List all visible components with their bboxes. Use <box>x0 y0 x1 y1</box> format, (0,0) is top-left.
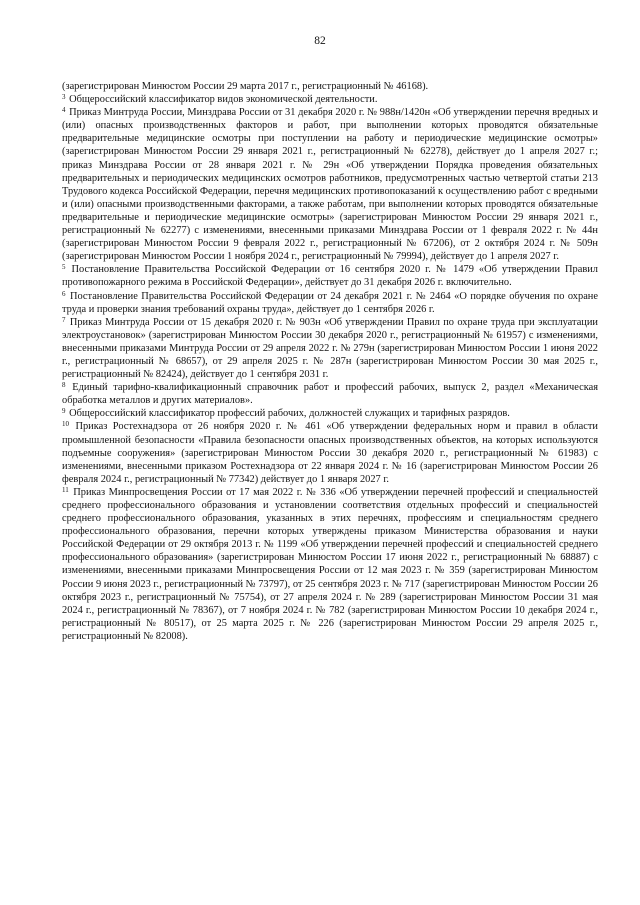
footnote-11 <box>62 486 598 643</box>
footnote-continuation <box>62 80 598 93</box>
footnote-marker: 8 <box>62 381 66 390</box>
footnote-text: Постановление Правительства Российской Федерации от 16 сентября 2020 г. № 1479 «Об утверждении Правил противопожарного режима в Российской Федерации», действует до 31 декабря 2026 г. включительно. <box>62 264 598 289</box>
footnote-4 <box>62 106 598 263</box>
footnote-9 <box>62 407 598 420</box>
footnote-marker: 4 <box>62 106 66 115</box>
footnote-text: Приказ Минтруда России, Минздрава России от 31 декабря 2020 г. № 988н/1420н «Об утверждении перечня вредных и (или) опасных производственных факторов и работ, при выполнении которых проводятся обязательные предварительные медицинские осмотры при поступлении на работу и периодические медицинские осмотры» (зарегистрирован Минюстом России 29 января 2021 г., регистрационный № 62278), действует до 1 апреля 2027 г.; приказ Минздрава России от 28 января 2021 г. № 29н «Об утверждении Порядка проведения обязательных предварительных и периодических медицинских осмотров работников, предусмотренных частью четвертой статьи 213 Трудового кодекса Российской Федерации, перечня медицинских противопоказаний к осуществлению работ с вредными и (или) опасными производственными факторами, а также работам, при выполнении которых проводятся обязательные предварительные и периодические медицинские осмотры» (зарегистрирован Минюстом России 29 января 2021 г., регистрационный № 62277) с изменениями, внесенными приказами Минздрава России от 1 февраля 2022 г. № 44н (зарегистрирован Минюстом России 9 февраля 2022 г., регистрационный № 67206), от 2 октября 2024 г. № 509н (зарегистрирован Минюстом России 1 ноября 2024 г., регистрационный № 79994), действует до 1 апреля 2027 г. <box>62 107 598 263</box>
footnote-marker: 11 <box>62 485 69 494</box>
footnote-6 <box>62 290 598 316</box>
footnote-text: (зарегистрирован Минюстом России 29 марта 2017 г., регистрационный № 46168). <box>62 81 429 92</box>
footnote-marker: 9 <box>62 407 66 416</box>
footnote-text: Приказ Минпросвещения России от 17 мая 2022 г. № 336 «Об утверждении перечней профессий и специальностей среднего профессионального образования и установлении соответствия отдельных профессий и специальностей среднего профессионального образования, указанных в этих перечнях, профессиям и специальностям среднего профессионального образования, перечни которых утверждены приказом Министерства образования и науки Российской Федерации от 29 октября 2013 г. № 1199 «Об утверждении перечней профессий и специальностей среднего профессионального образования» (зарегистрирован Минюстом России 17 июня 2022 г., регистрационный № 68887) с изменениями, внесенными приказами Минпросвещения России от 12 мая 2023 г. № 359 (зарегистрирован Минюстом России 9 июня 2023 г., регистрационный № 73797), от 25 сентября 2023 г. № 717 (зарегистрирован Минюстом России 26 октября 2023 г., регистрационный № 75754), от 27 апреля 2024 г. № 289 (зарегистрирован Минюстом России 31 мая 2024 г., регистрационный № 78367), от 7 ноября 2024 г. № 782 (зарегистрирован Минюстом России 10 декабря 2024 г., регистрационный № 80517), от 25 марта 2025 г. № 226 (зарегистрирован Минюстом России 29 апреля 2025 г., регистрационный № 82008). <box>62 486 598 642</box>
footnote-7 <box>62 316 598 381</box>
footnote-text: Приказ Ростехнадзора от 26 ноября 2020 г. № 461 «Об утверждении федеральных норм и правил в области промышленной безопасности «Правила безопасности опасных производственных объектов, на которых используются подъемные сооружения» (зарегистрирован Минюстом России 30 декабря 2020 г., регистрационный № 61983) с изменениями, внесенными приказом Ростехнадзора от 22 января 2024 г. № 16 (зарегистрирован Минюстом России 26 февраля 2024 г., регистрационный № 77342) действует до 1 января 2027 г. <box>62 421 598 485</box>
footnote-5 <box>62 263 598 289</box>
footnote-marker: 10 <box>62 420 69 429</box>
footnote-text: Приказ Минтруда России от 15 декабря 2020 г. № 903н «Об утверждении Правил по охране труда при эксплуатации электроустановок» (зарегистрирован Минюстом России 30 декабря 2020 г., регистрационный № 61957) с изменениями, внесенными приказами Минтруда России от 29 апреля 2022 г. № 279н (зарегистрирован Минюстом России 1 июня 2022 г., регистрационный № 68657), от 29 апреля 2025 г. № 287н (зарегистрирован Минюстом России 30 мая 2025 г., регистрационный № 82424), действует до 1 сентября 2031 г. <box>62 316 598 381</box>
footnotes <box>62 80 598 643</box>
footnote-text: Общероссийский классификатор видов экономической деятельности. <box>69 94 378 106</box>
footnote-text: Постановление Правительства Российской Федерации от 24 декабря 2021 г. № 2464 «О порядке обучения по охране труда и проверки знания требований охраны труда», действует до 1 сентября 2026 г. <box>62 290 598 315</box>
footnote-3 <box>62 93 598 106</box>
footnote-marker: 3 <box>62 93 66 102</box>
footnote-marker: 7 <box>62 315 66 324</box>
footnote-text: Общероссийский классификатор профессий рабочих, должностей служащих и тарифных разрядов. <box>69 408 510 420</box>
footnote-text: Единый тарифно-квалификационный справочник работ и профессий рабочих, выпуск 2, раздел «Механическая обработка металлов и других материалов». <box>62 382 598 407</box>
page-number: 82 <box>314 35 326 47</box>
footnote-marker: 5 <box>62 263 66 272</box>
footnote-10 <box>62 420 598 485</box>
footnote-8 <box>62 381 598 407</box>
footnote-marker: 6 <box>62 289 66 298</box>
